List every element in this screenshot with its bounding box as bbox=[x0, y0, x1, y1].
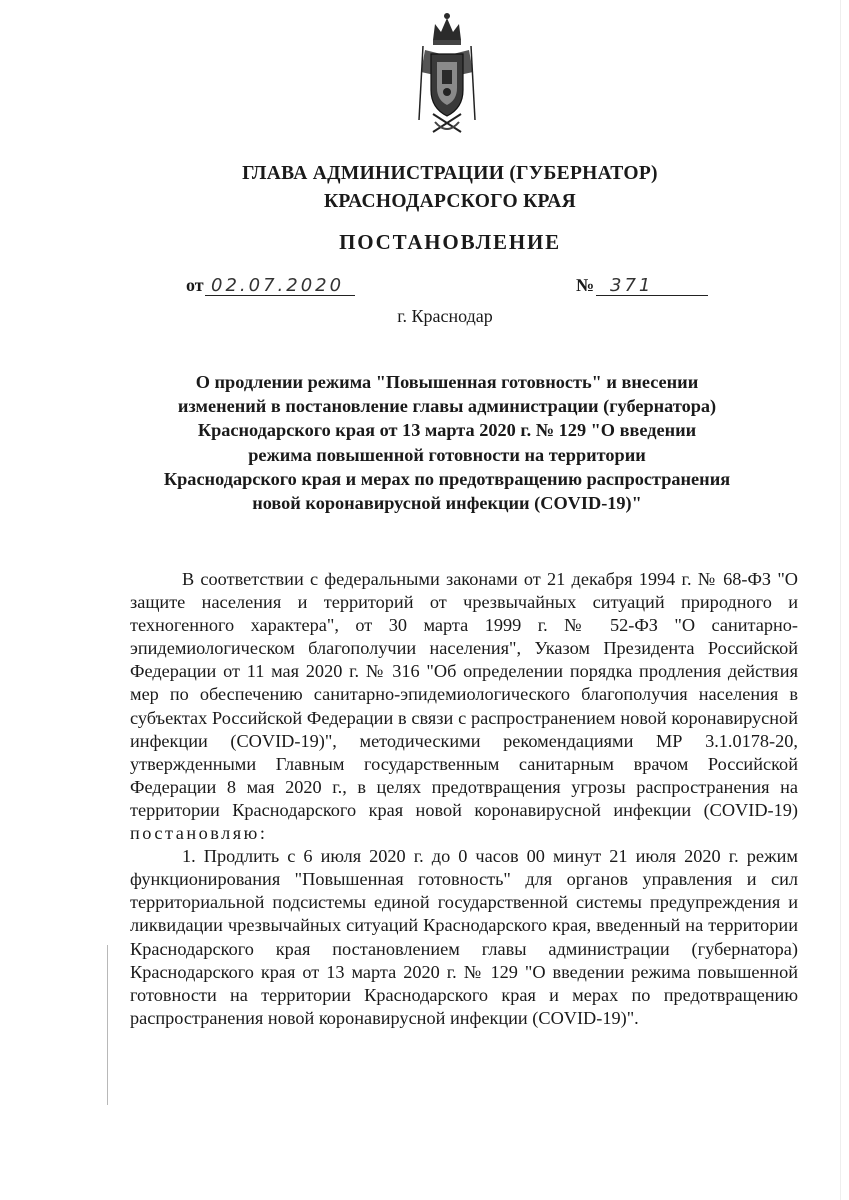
heading-line: О продлении режима "Повышенная готовность" и внесении bbox=[195, 372, 699, 392]
date-prefix: от bbox=[186, 275, 204, 295]
handwritten-number: 371 bbox=[596, 272, 708, 296]
document-type-title: ПОСТАНОВЛЕНИЕ bbox=[339, 230, 561, 254]
date-number-row bbox=[186, 272, 716, 302]
heading-line: Краснодарского края и мерах по предотвращению распространения bbox=[163, 468, 731, 489]
document-heading bbox=[145, 370, 749, 515]
page-edge bbox=[840, 0, 841, 1200]
decree-word: постановляю: bbox=[130, 823, 268, 844]
document-body bbox=[130, 568, 798, 1030]
margin-scan-line bbox=[107, 945, 108, 1105]
authority-line-2: КРАСНОДАРСКОГО КРАЯ bbox=[323, 191, 577, 212]
krasnodar-krai-coat-of-arms-icon bbox=[411, 10, 483, 138]
heading-line: новой коронавирусной инфекции (COVID-19)" bbox=[252, 493, 642, 514]
heading-line: изменений в постановление главы администрации (губернатора) bbox=[177, 396, 717, 417]
preamble-text: В соответствии с федеральными законами от 21 декабря 1994 г. № 68-ФЗ "О защите населения и территорий от чрезвычайных ситуаций природного и техногенного характера", от 30 марта 1999 г. № 52-ФЗ "О санитарно-эпидемиологическом благополучии населения", Указом Президента Российской Федерации от 11 мая 2020 г. № 316 "Об определении порядка продления действия мер по обеспечению санитарно-эпидемиологического благополучия населения в субъектах Российской Федерации в связи с распространением новой коронавирусной инфекции (COVID-19)", методическими рекомендациями МР 3.1.0178-20, утвержденными Главным государственным санитарным врачом Российской Федерации 8 мая 2020 г., в целях предотвращения угрозы распространения на территории Краснодарского края новой коронавирусной инфекции (COVID-19) bbox=[130, 569, 798, 820]
issuing-authority bbox=[150, 160, 750, 216]
preamble-paragraph bbox=[130, 568, 798, 845]
city-of-issue: г. Краснодар bbox=[397, 306, 493, 326]
handwritten-date: 02.07.2020 bbox=[205, 272, 355, 296]
clause-1-paragraph: 1. Продлить с 6 июля 2020 г. до 0 часов 00 минут 21 июля 2020 г. режим функционирования "Повышенная готовность" для органов управления и сил территориальной подсистемы единой государственной системы предупреждения и ликвидации чрезвычайных ситуаций Краснодарского края, введенный на территории Краснодарского края постановлением главы администрации (губернатора) Краснодарского края от 13 марта 2020 г. № 129 "О введении режима повышенной готовности на территории Краснодарского края и мерах по предотвращению распространения новой коронавирусной инфекции (COVID-19)". bbox=[130, 846, 798, 1028]
authority-line-1: ГЛАВА АДМИНИСТРАЦИИ (ГУБЕРНАТОР) bbox=[242, 163, 658, 184]
heading-line: режима повышенной готовности на территории bbox=[248, 444, 646, 465]
heading-line: Краснодарского края от 13 марта 2020 г. № 129 "О введении bbox=[197, 420, 697, 441]
number-sign: № bbox=[576, 275, 595, 295]
